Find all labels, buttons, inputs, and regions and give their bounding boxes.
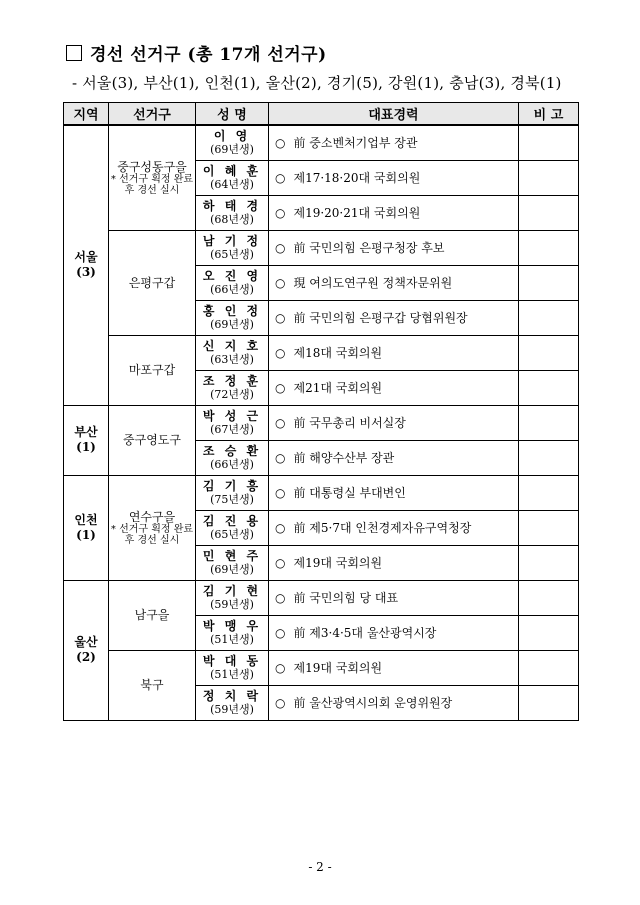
district-cell [109,475,196,580]
bullet-circle-icon: ○ [275,416,286,430]
bullet-circle-icon: ○ [275,276,286,290]
career-text: 제17·18·20대 국회의원 [293,171,421,185]
table-row [64,125,579,160]
remarks-cell [519,475,579,510]
header-remarks: 비 고 [519,103,579,126]
career-text: 前 국민의힘 은평구갑 당협위원장 [293,311,468,325]
table-body [64,125,579,720]
district-name: 연수구을 [128,509,176,524]
career-text: 제21대 국회의원 [293,381,383,395]
bullet-circle-icon: ○ [275,591,286,605]
career-text: 제18대 국회의원 [293,346,383,360]
remarks-cell [519,125,579,160]
candidate-cell [196,580,269,615]
candidate-name: 오 진 영 [202,268,262,283]
region-count: (2) [76,650,96,664]
remarks-cell [519,650,579,685]
candidate-birth-year: (72년생) [210,387,254,401]
remarks-cell [519,370,579,405]
candidate-birth-year: (59년생) [210,597,254,611]
district-cell [109,650,196,720]
candidate-birth-year: (51년생) [210,667,254,681]
career-cell [269,510,519,545]
district-name: 마포구갑 [128,363,176,377]
career-text: 前 국무총리 비서실장 [293,416,406,430]
bullet-circle-icon: ○ [275,171,286,185]
candidate-birth-year: (67년생) [210,422,254,436]
region-name: 서울 [74,250,98,265]
candidate-cell [196,475,269,510]
candidate-cell [196,230,269,265]
candidate-name: 박 대 동 [202,653,262,668]
candidate-birth-year: (68년생) [210,212,254,226]
remarks-cell [519,160,579,195]
candidate-cell [196,510,269,545]
district-cell [109,405,196,475]
career-cell [269,335,519,370]
table-row [64,475,579,510]
career-text: 前 국민의힘 당 대표 [293,591,399,605]
career-cell [269,545,519,580]
candidate-name: 박 성 근 [202,408,262,423]
career-text: 제19대 국회의원 [293,556,383,570]
career-cell [269,405,519,440]
career-text: 前 울산광역시의회 운영위원장 [293,696,453,710]
candidate-birth-year: (65년생) [210,527,254,541]
region-summary: - 서울(3), 부산(1), 인천(1), 울산(2), 경기(5), 강원(1), 충남(3), 경북(1) [72,74,562,92]
career-cell [269,580,519,615]
district-cell [109,230,196,335]
bullet-circle-icon: ○ [275,486,286,500]
remarks-cell [519,615,579,650]
remarks-cell [519,685,579,720]
career-cell [269,440,519,475]
candidate-cell [196,650,269,685]
career-text: 前 중소벤처기업부 장관 [293,136,418,151]
region-cell [64,580,109,720]
candidate-cell [196,335,269,370]
bullet-circle-icon: ○ [275,661,286,675]
candidate-cell [196,125,269,160]
remarks-cell [519,300,579,335]
candidate-name: 정 치 락 [202,688,262,703]
candidate-name: 이 영 [213,128,251,143]
career-cell [269,230,519,265]
checkbox-square-icon [66,45,82,61]
bullet-circle-icon: ○ [275,556,286,570]
career-text: 제19대 국회의원 [293,661,383,675]
table-row [64,580,579,615]
career-text: 前 해양수산부 장관 [293,451,395,465]
region-name: 부산 [74,425,98,439]
candidate-name: 하 태 경 [202,198,262,213]
candidate-name: 김 기 현 [202,583,262,598]
career-cell [269,370,519,405]
district-name: 중구영도구 [123,433,181,447]
bullet-circle-icon: ○ [275,451,286,465]
career-text: 제19·20·21대 국회의원 [293,206,421,220]
candidate-name: 신 지 호 [202,338,262,353]
candidate-birth-year: (63년생) [210,352,254,366]
remarks-cell [519,335,579,370]
bullet-circle-icon: ○ [275,696,286,710]
region-count: (1) [76,440,96,454]
table-header-row [64,103,579,126]
career-cell [269,615,519,650]
candidate-cell [196,160,269,195]
table-row [64,650,579,685]
career-text: 現 여의도연구원 정책자문위원 [293,276,453,290]
header-region: 지역 [64,103,109,126]
district-note: * 선거구 획정 완료 후 경선 실시 [110,523,194,546]
district-cell [109,125,196,230]
bullet-circle-icon: ○ [275,136,286,151]
candidate-birth-year: (66년생) [210,457,254,471]
career-cell [269,685,519,720]
remarks-cell [519,195,579,230]
remarks-cell [519,440,579,475]
region-cell [64,405,109,475]
remarks-cell [519,545,579,580]
career-cell [269,265,519,300]
section-title [66,40,327,65]
table-row [64,405,579,440]
career-text: 前 제5·7대 인천경제자유구역청장 [293,521,472,535]
candidate-name: 조 정 훈 [202,373,262,388]
candidate-name: 김 기 흥 [202,478,262,493]
career-text: 前 제3·4·5대 울산광역시장 [293,626,437,640]
candidate-name: 홍 인 정 [202,303,262,318]
candidate-name: 박 맹 우 [202,618,262,633]
candidate-name: 이 혜 훈 [202,163,262,178]
candidate-cell [196,545,269,580]
career-cell [269,300,519,335]
district-cell [109,580,196,650]
bullet-circle-icon: ○ [275,206,286,220]
bullet-circle-icon: ○ [275,381,286,395]
candidate-birth-year: (69년생) [210,142,254,156]
district-name: 은평구갑 [128,275,176,290]
candidate-birth-year: (64년생) [210,177,254,191]
district-name: 북구 [140,678,164,692]
candidate-table [63,102,579,721]
district-cell [109,335,196,405]
remarks-cell [519,580,579,615]
career-text: 前 대통령실 부대변인 [293,486,406,500]
career-cell [269,125,519,160]
candidate-cell [196,405,269,440]
region-count: (3) [76,265,96,280]
career-cell [269,475,519,510]
career-text: 前 국민의힘 은평구청장 후보 [293,241,445,255]
candidate-cell [196,370,269,405]
career-cell [269,650,519,685]
bullet-circle-icon: ○ [275,241,286,255]
candidate-birth-year: (51년생) [210,632,254,646]
candidate-name: 조 승 환 [202,443,262,458]
candidate-name: 남 기 정 [202,233,262,248]
candidate-birth-year: (75년생) [210,492,254,506]
section-title-text: 경선 선거구 (총 17개 선거구) [90,45,327,65]
candidate-name: 김 진 용 [202,513,262,528]
bullet-circle-icon: ○ [275,521,286,535]
region-cell [64,475,109,580]
candidate-cell [196,685,269,720]
page-number: - 2 - [308,860,332,874]
career-cell [269,195,519,230]
candidate-birth-year: (65년생) [210,247,254,261]
candidate-birth-year: (69년생) [210,562,254,576]
remarks-cell [519,230,579,265]
region-cell [64,125,109,405]
region-count: (1) [76,527,96,542]
candidate-cell [196,615,269,650]
header-district: 선거구 [109,103,196,126]
career-cell [269,160,519,195]
region-name: 울산 [74,635,98,649]
candidate-birth-year: (69년생) [210,317,254,331]
remarks-cell [519,265,579,300]
table-row [64,230,579,265]
candidate-birth-year: (59년생) [210,702,254,716]
candidate-birth-year: (66년생) [210,282,254,296]
bullet-circle-icon: ○ [275,626,286,640]
district-name: 남구을 [134,608,170,622]
table-row [64,335,579,370]
bullet-circle-icon: ○ [275,346,286,360]
header-name: 성 명 [196,103,269,126]
candidate-cell [196,440,269,475]
candidate-cell [196,265,269,300]
district-name: 중구성동구을 [117,159,187,174]
candidate-name: 민 현 주 [202,548,262,563]
header-career: 대표경력 [269,103,519,126]
bullet-circle-icon: ○ [275,311,286,325]
remarks-cell [519,405,579,440]
remarks-cell [519,510,579,545]
candidate-cell [196,195,269,230]
candidate-cell [196,300,269,335]
region-name: 인천 [74,512,98,527]
district-note: * 선거구 획정 완료 후 경선 실시 [110,173,194,196]
